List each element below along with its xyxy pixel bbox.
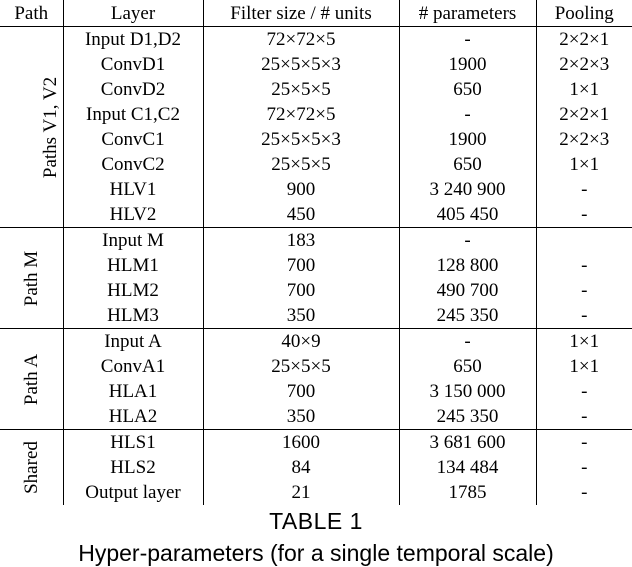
parameters-cell: 134 484 [399,455,536,480]
table-row [0,480,632,505]
filter-size-cell: 1600 [203,430,399,456]
header-pooling: Pooling [536,0,632,27]
pooling-cell: - [536,202,632,228]
pooling-cell: - [581,179,588,200]
filter-size-cell: 700 [203,278,399,303]
parameters-cell: 1900 [399,52,536,77]
header-parameters: # parameters [399,0,536,27]
pooling-cell: - [581,255,588,276]
header-path: Path [0,0,63,27]
parameters-cell: - [399,329,536,355]
filter-size-cell: 25×5×5 [203,77,399,102]
table-row [0,278,632,303]
filter-size-cell: 183 [203,228,399,254]
table-body [0,27,632,506]
table-row [0,177,632,202]
filter-size-cell: 72×72×5 [203,27,399,53]
table-row [0,430,632,456]
path-group-label: Path M [20,250,42,306]
header-layer: Layer [63,0,203,27]
table-row [0,52,632,77]
layer-cell: HLS1 [63,430,203,456]
layer-cell: ConvD1 [63,52,203,77]
parameters-cell: 650 [399,354,536,379]
parameters-cell: 245 350 [399,404,536,430]
parameters-cell: 128 800 [399,253,536,278]
table-row [0,329,632,355]
layer-cell: HLS2 [63,455,203,480]
layer-cell: Input C1,C2 [63,102,203,127]
parameters-cell: - [399,228,536,254]
parameters-cell: 3 240 900 [399,177,536,202]
parameters-cell: 1785 [399,480,536,505]
table-row [0,404,632,430]
filter-size-cell: 350 [203,303,399,329]
pooling-cell: - [581,482,588,503]
filter-size-cell: 40×9 [203,329,399,355]
pooling-cell: - [581,457,588,478]
filter-size-cell: 21 [203,480,399,505]
filter-size-cell: 72×72×5 [203,102,399,127]
pooling-cell: - [536,404,632,430]
pooling-cell: - [581,280,588,301]
layer-cell: HLM1 [63,253,203,278]
filter-size-cell: 25×5×5×3 [203,52,399,77]
layer-cell: HLM3 [63,303,203,329]
parameters-cell: 3 681 600 [399,430,536,456]
path-group-label: Path A [20,353,42,405]
pooling-cell: 1×1 [569,79,600,100]
table-row [0,202,632,228]
table-row [0,303,632,329]
table-row [0,228,632,254]
filter-size-cell: 350 [203,404,399,430]
filter-size-cell: 25×5×5 [203,152,399,177]
filter-size-cell: 84 [203,455,399,480]
pooling-cell: 1×1 [569,356,600,377]
table-row [0,253,632,278]
filter-size-cell: 25×5×5 [203,354,399,379]
path-group-cell [0,329,63,430]
table-row [0,127,632,152]
pooling-cell: 2×2×1 [559,104,610,125]
pooling-cell: - [536,303,632,329]
table-row [0,27,632,53]
pooling-cell: - [581,432,588,453]
layer-cell: HLV1 [63,177,203,202]
path-group-cell [0,27,63,228]
pooling-cell: 2×2×3 [559,54,610,75]
layer-cell: Input M [63,228,203,254]
filter-size-cell: 700 [203,379,399,404]
filter-size-cell: 25×5×5×3 [203,127,399,152]
layer-cell: Input D1,D2 [63,27,203,53]
table-header-row [0,0,632,27]
parameters-cell: 405 450 [399,202,536,228]
layer-cell: ConvC2 [63,152,203,177]
pooling-cell: 2×2×1 [559,29,610,50]
parameters-cell: - [399,27,536,53]
parameters-cell: 650 [399,152,536,177]
table-row [0,152,632,177]
filter-size-cell: 900 [203,177,399,202]
table-row [0,379,632,404]
layer-cell: HLA2 [63,404,203,430]
path-group-label: Shared [20,441,42,494]
table-row [0,455,632,480]
path-group-cell [0,228,63,329]
layer-cell: ConvD2 [63,77,203,102]
parameters-cell: 1900 [399,127,536,152]
path-group-label: Paths V1, V2 [40,76,62,178]
parameters-cell: 650 [399,77,536,102]
table-row [0,354,632,379]
layer-cell: HLA1 [63,379,203,404]
path-group-cell [0,430,63,506]
pooling-cell: 1×1 [569,154,600,175]
layer-cell: Output layer [63,480,203,505]
pooling-cell: - [581,381,588,402]
parameters-cell: - [399,102,536,127]
parameters-cell: 245 350 [399,303,536,329]
filter-size-cell: 700 [203,253,399,278]
parameters-cell: 490 700 [399,278,536,303]
header-filter-size: Filter size / # units [203,0,399,27]
layer-cell: ConvC1 [63,127,203,152]
layer-cell: ConvA1 [63,354,203,379]
layer-cell: Input A [63,329,203,355]
filter-size-cell: 450 [203,202,399,228]
parameters-cell: 3 150 000 [399,379,536,404]
pooling-cell: 2×2×3 [559,129,610,150]
table-caption-label: TABLE 1 [269,508,363,534]
layer-cell: HLV2 [63,202,203,228]
table-row [0,102,632,127]
table-caption-text: Hyper-parameters (for a single temporal scale) [78,540,554,566]
pooling-cell: 1×1 [569,331,600,352]
pooling-cell [536,228,632,254]
table-row [0,77,632,102]
layer-cell: HLM2 [63,278,203,303]
